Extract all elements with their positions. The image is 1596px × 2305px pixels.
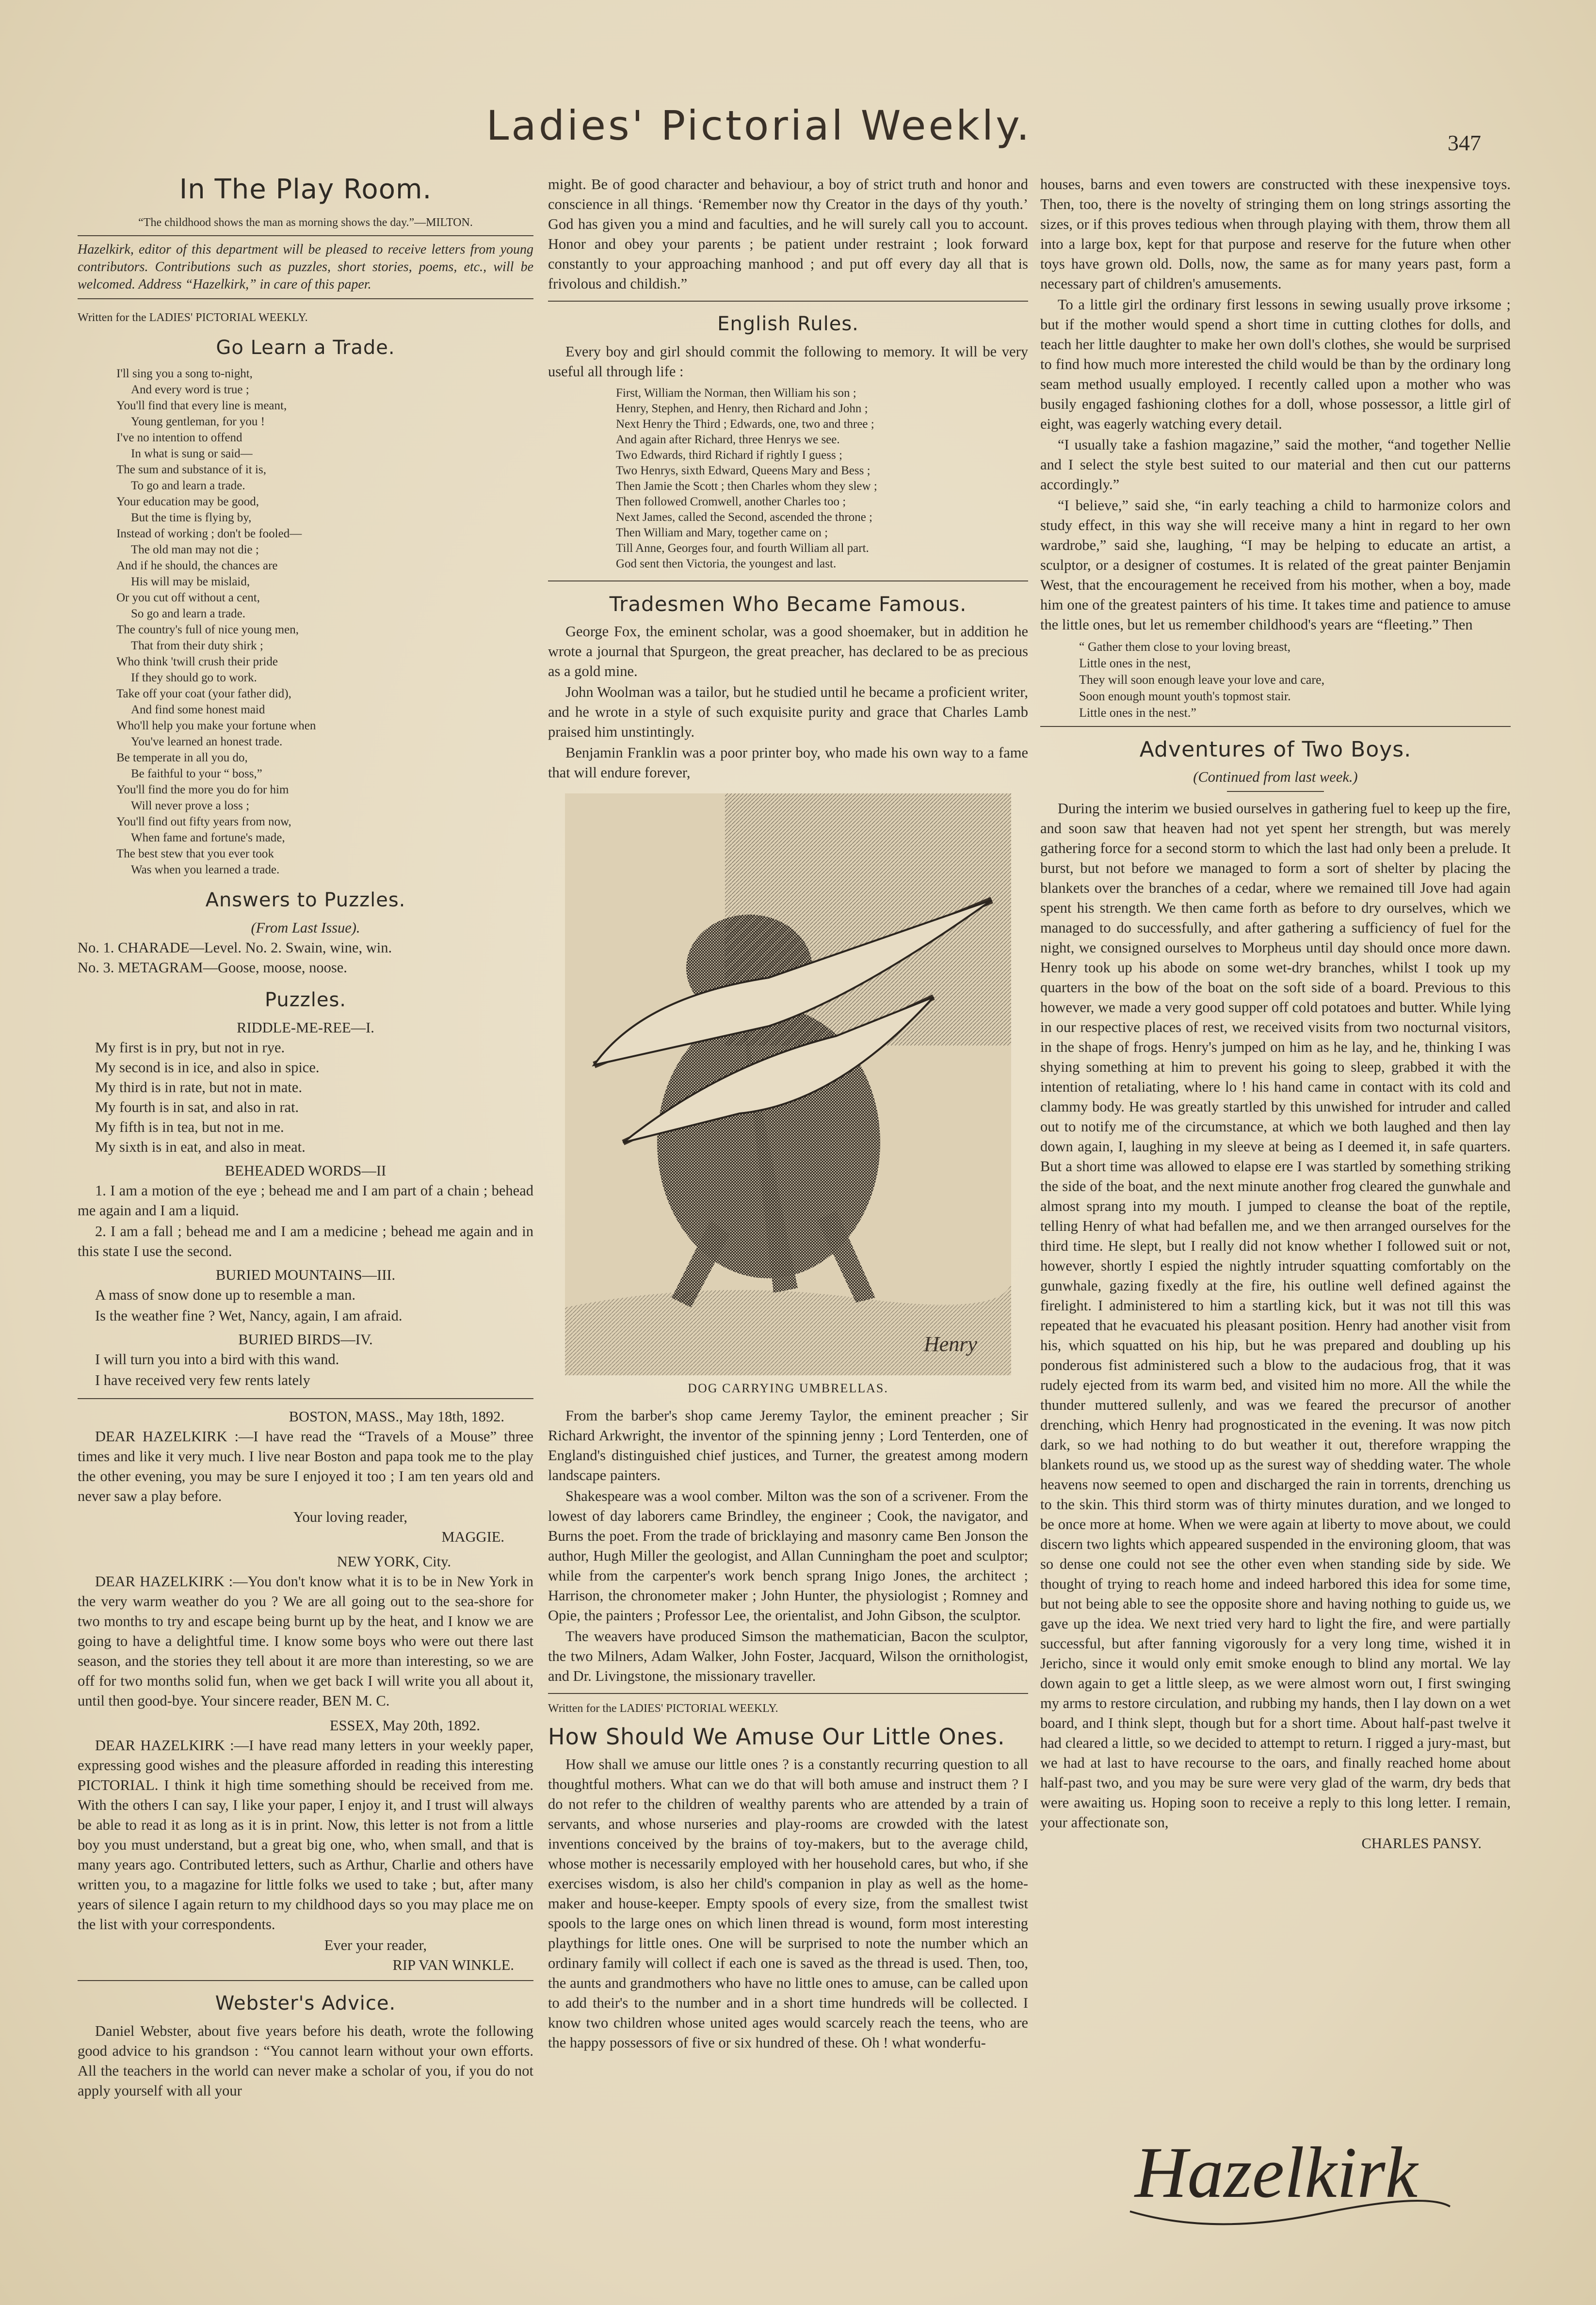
- mountains-title: BURIED MOUNTAINS—III.: [215, 1267, 396, 1283]
- trades-paragraph: The weavers have produced Simson the mathematician, Bacon the sculptor, the two Milners, Adam Walker, John Foster, Jacquard, Wilson the ornithologist, and Dr. Livingstone, the missionary traveller.: [548, 1628, 1028, 1684]
- riddle-line: My second is in ice, and also in spice.: [95, 1059, 320, 1076]
- trades-paragraph: Benjamin Franklin was a poor printer boy, who made his own way to a fame that will endure forever,: [548, 744, 1028, 781]
- poem-line: The country's full of nice young men,: [116, 623, 299, 636]
- trades-paragraph: Shakespeare was a wool comber. Milton was the son of a scrivener. From the lowest of day laborers came Brindley, the engineer ; Cook, the navigator, and Burns the poet. From the trade of bricklaying and masonry came Ben Jonson the author, Hugh Miller the geologist, and Allan Cunningham the poet and sculptor; while from the carpenter's work bench sprang Inigo Jones, the architect ; Harrison, the chronometer maker ; John Hunter, the physiologist ; Romney and Opie, the painters ; Professor Lee, the orientalist, and John Gibson, the sculptor.: [548, 1488, 1028, 1624]
- autograph-image: [1115, 2124, 1455, 2241]
- puzzle-text: A mass of snow done up to resemble a man.: [95, 1287, 356, 1303]
- kings-line: God sent then Victoria, the youngest and last.: [616, 557, 837, 570]
- divider: [78, 1398, 533, 1399]
- byline: Written for the LADIES' PICTORIAL WEEKLY.: [548, 1702, 778, 1715]
- answers-title: Answers to Puzzles.: [205, 889, 406, 911]
- byline: Written for the LADIES' PICTORIAL WEEKLY.: [78, 311, 308, 324]
- kings-line: Henry, Stephen, and Henry, then Richard and John ;: [616, 402, 868, 415]
- poem-title: Go Learn a Trade.: [216, 337, 395, 359]
- verse-line: They will soon enough leave your love and care,: [1079, 673, 1325, 687]
- puzzle-text: I have received very few rents lately: [95, 1372, 310, 1388]
- amuse-paragraph: “I believe,” said she, “in early teaching a child to harmonize colors and study effect, in this way she will receive many a hint in regard to her own wardrobe,” said she, laughing, “I may be helping to educate an artist, a sculptor, or a designer of costumes. It is related of the great painter Benjamin West, that the encouragement he received from his mother, when a boy, made him one of the greatest painters of his time. It takes time and patience to amuse the little ones, but let us remember childhood's years are “fleeting.” Then: [1040, 497, 1511, 633]
- continued-text: houses, barns and even towers are constructed with these inexpensive toys. Then, too, there is the novelty of stringing them on long strings assorting the sizes, or if this proves tedious when through playing with them, throw them all into a large box, kept for that purpose and reserve for the future when other toys have grown old. Dolls, now, the same as for many years past, form a necessary part of children's amusements.: [1040, 176, 1511, 292]
- illustration-caption: DOG CARRYING UMBRELLAS.: [688, 1381, 888, 1395]
- kings-line: And again after Richard, three Henrys we see.: [616, 433, 840, 446]
- adventures-subtitle: (Continued from last week.): [1193, 769, 1358, 785]
- kings-line: Then followed Cromwell, another Charles too ;: [616, 495, 846, 508]
- riddle-line: My fifth is in tea, but not in me.: [95, 1119, 284, 1135]
- kings-line: Two Henrys, sixth Edward, Queens Mary and Bess ;: [616, 464, 871, 477]
- poem-line: Your education may be good,: [116, 495, 259, 508]
- divider: [78, 1980, 533, 1981]
- poem-line: When fame and fortune's made,: [131, 831, 285, 844]
- divider: [78, 298, 533, 299]
- verse-line: “ Gather them close to your loving breast,: [1079, 640, 1291, 654]
- divider: [1040, 726, 1511, 727]
- puzzle-text: I will turn you into a bird with this wand.: [95, 1351, 339, 1368]
- hazelkirk-autograph: [1115, 2124, 1455, 2243]
- column-2: [548, 175, 1028, 2054]
- letter-place: ESSEX, May 20th, 1892.: [329, 1717, 480, 1734]
- poem-line: Who'll help you make your fortune when: [116, 719, 316, 732]
- letter-signature: RIP VAN WINKLE.: [392, 1957, 514, 1973]
- trades-paragraph: From the barber's shop came Jeremy Taylor, the eminent preacher ; Sir Richard Arkwright, the inventor of the spinning jenny ; Lord Tenterden, one of England's distinguished chief justices, and Turner, the greatest among modern landscape painters.: [548, 1407, 1028, 1483]
- poem-line: Was when you learned a trade.: [131, 863, 280, 876]
- divider: [78, 235, 533, 236]
- trades-paragraph: John Woolman was a tailor, but he studied until he became a proficient writer, and he wrote in a style of such exquisite purity and grace that Charles Lamb praised him unstintingly.: [548, 684, 1028, 740]
- adventures-paragraph: During the interim we busied ourselves in gathering fuel to keep up the fire, and soon saw that heaven had not yet spent her strength, but was merely gathering force for a second storm to which the last had only been a prelude. It burst, but not before we managed to form a sort of shelter by placing the blankets over the branches of a cedar, where we remained till Jove had again spent his strength. We then came forth as before to dry ourselves, which we managed to do successfully, and after gathering a sufficiency of fuel for the night, we consigned ourselves to Morpheus until day should once more dawn. Henry took up his abode on some wet-dry branches, whilst I took up my quarters in the bow of the boat on the soft side of a board. Previous to this however, we made a very good supper off cold potatoes and butter. While lying in our respective places of rest, we received visits from two nocturnal visitors, in the shape of frogs. Henry's jumped on him as he lay, and he, thinking I was shying something at him to prevent his going to sleep, grabbed it with the intention of retaliating, where lo ! his hand came in contact with its cold and clammy body. He was greatly startled by this unwished for intruder and called out to notify me of the circumstance, at which we both laughed and then lay down again, I, laughing in my sleeve at being as I deemed it, in safe quarters. But a short time was allowed to elapse ere I was startled by something striking the side of the boat, and the next minute another frog cleared the gunwhale and almost sprang into my mouth. I jumped to cleanse the boat of the reptile, telling Henry of what had befallen me, and we then arranged ourselves for the third time. He slept, but I really did not know whether I followed suit or not, however, shortly I espied the nightly intruder squatting comfortably on the gunwhale, gazing fixedly at the fire, his outline well defined against the firelight. I administered to him a startling kick, but it was not till this was repeated that he evacuated his pleasant position. Henry had another visit from his, which squatted on his hip, but he was prepared and doubling up his ponderous fist administered such a blow to the audacious frog, that it was rudely ejected from its warm bed, and visited him no more. All the while the thunder muttered sullenly, and was we feared the precursor of another drenching, which Henry had prognosticated in the evening. It was now pitch dark, so we had nothing to do but weather it out, therefore wrapping the blankets round us, we stood up as the surest way of shedding water. The whole heavens now seemed to open and discharged the rain in torrents, drenching us to the skin. This third storm was of thirty minutes duration, and we longed to be once more at home. When we were again at liberty to move about, we could discern two lights which appeared suspended in the environing gloom, that was so dense one could not see the other even when standing side by side. We thought of trying to reach home and indeed harbored this idea for some time, but not being able to see the opposite shore and having nothing to guide us, we gave up the idea. We next tried very hard to light the fire, and were partially successful, but after fanning vigorously for a very long time, wished it in Jericho, since it would only emit smoke enough to blind any mortal. We lay down again to get a little sleep, as we were almost worn out, I first swinging my arms to restore circulation, and rubbing my hands, then I lay down on a wet board, and I think slept, though but for a short time. About half-past twelve it had cleared a little, so we decided to attempt to return. I rigged a jury-mast, but we had at last to have recourse to the oars, and finally reached home about half-past two, and you may be sure were very glad of the warm, dry beds that were awaiting us. Hoping soon to receive a reply to this long letter. I remain, your affectionate son,: [1040, 800, 1511, 1831]
- trades-title: Tradesmen Who Became Famous.: [609, 592, 967, 616]
- poem-line: That from their duty shirk ;: [131, 639, 263, 652]
- kings-line: Then Jamie the Scott ; then Charles whom they slew ;: [616, 480, 877, 493]
- poem-line: And find some honest maid: [131, 703, 265, 716]
- letter-signature: MAGGIE.: [441, 1529, 504, 1545]
- poem-line: The old man may not die ;: [131, 543, 259, 556]
- verse-line: Little ones in the nest,: [1079, 656, 1191, 670]
- english-title: English Rules.: [717, 313, 859, 335]
- puzzle-text: Is the weather fine ? Wet, Nancy, again, I am afraid.: [95, 1307, 403, 1324]
- divider: [548, 301, 1028, 302]
- letter-body: DEAR HAZELKIRK :—I have read many letters in your weekly paper, expressing good wishes and the pleasure afforded in reading this interesting PICTORIAL. I think it high time something should be received from me. With the others I can say, I like your paper, I enjoy it, and I trust will always be able to read it as long as it is in print. Now, this letter is not from a little boy you must understand, but a great big one, who, when small, and that is many years ago. Contributed letters, such as Arthur, Charlie and others have written you, to a magazine for little folks we used to take ; but, after many years of silence I again return to my childhood days so you may place me on the list with your correspondents.: [78, 1737, 533, 1933]
- trades-paragraph: George Fox, the eminent scholar, was a good shoemaker, but in addition he wrote a journal that Spurgeon, the great preacher, has declared to be as precious as a gold mine.: [548, 623, 1028, 679]
- poem-line: Young gentleman, for you !: [131, 415, 265, 428]
- engraving-image: [565, 793, 1011, 1375]
- answer-line: No. 1. CHARADE—Level. No. 2. Swain, wine, win.: [78, 939, 392, 956]
- engraver-signature: Henry: [924, 1332, 977, 1356]
- poem: [116, 366, 533, 878]
- puzzles-title: Puzzles.: [264, 989, 347, 1011]
- birds-title: BURIED BIRDS—IV.: [238, 1331, 373, 1348]
- poem-line: The best stew that you ever took: [116, 847, 274, 860]
- section-title: In The Play Room.: [179, 174, 432, 205]
- letter-place: NEW YORK, City.: [337, 1553, 451, 1570]
- epigraph: “The childhood shows the man as morning shows the day.”—MILTON.: [138, 216, 473, 229]
- editor-note: Hazelkirk, editor of this department will be pleased to receive letters from young contributors. Contributions such as puzzles, short stories, poems, etc., will be welcomed. Address “Hazelkirk,” in care of this paper.: [78, 242, 533, 292]
- poem-line: Who think 'twill crush their pride: [116, 655, 278, 668]
- poem-line: I've no intention to offend: [116, 431, 242, 444]
- poem-line: His will may be mislaid,: [131, 575, 250, 588]
- kings-line: Two Edwards, third Richard if rightly I guess ;: [616, 449, 842, 462]
- divider: [548, 1693, 1028, 1694]
- poem-line: In what is sung or said—: [131, 447, 253, 460]
- riddle-line: My fourth is in sat, and also in rat.: [95, 1099, 299, 1115]
- column-1: [78, 175, 533, 2102]
- puzzle-text: 2. I am a fall ; behead me and I am a medicine ; behead me again and in this state I use the second.: [78, 1223, 533, 1259]
- poem-line: Be faithful to your “ boss,”: [131, 767, 262, 780]
- poem-line: You'll find out fifty years from now,: [116, 815, 291, 828]
- letter-closing: Your loving reader,: [293, 1509, 407, 1525]
- letter-body: DEAR HAZELKIRK :—You don't know what it is to be in New York in the very warm weather do you ? We are all going out to the sea-shore for two months to try and escape being burnt up by the heat, and I know we are going to have a delightful time. I know some boys who were out there last season, and the stories they tell about it are more than interesting, so we are off for two months solid fun, when we get back I will write you all about it, until then good-bye. Your sincere reader, BEN M. C.: [78, 1573, 533, 1709]
- continued-text: might. Be of good character and behaviour, a boy of strict truth and honor and conscience in all things. ‘Remember now thy Creator in the days of thy youth.’ God has given you a mind and faculties, and he will surely call you to account. Honor and obey your parents ; be patient under restraint ; look forward constantly to your approaching manhood ; and put off every day all that is frivolous and childish.”: [548, 176, 1028, 292]
- puzzle-text: 1. I am a motion of the eye ; behead me and I am part of a chain ; behead me again and I am a liquid.: [78, 1182, 533, 1219]
- kings-line: Then William and Mary, together came on ;: [616, 526, 828, 539]
- kings-line: First, William the Norman, then William his son ;: [616, 387, 856, 400]
- riddle-line: My sixth is in eat, and also in meat.: [95, 1139, 306, 1155]
- amuse-paragraph: How shall we amuse our little ones ? is a constantly recurring question to all thoughtful mothers. What can we do that will both amuse and instruct them ? I do not refer to the children of wealthy parents who are attended by a train of servants, and whose nurseries and play-rooms are crowded with the latest inventions conceived by the brains of toy-makers, but to the average child, whose mother is necessarily employed with her household cares, but who, if she exercises wisdom, is also her child's companion in play as well as the home-maker and house-keeper. Empty spools of every size, from the smallest twist spools to the large ones on which linen thread is wound, form most interesting playthings for little ones. One will be surprised to note the number which an ordinary family will collect if each one is saved as the thread is used. Then, too, the aunts and grandmothers who have no little ones to amuse, can be called upon to add their's to the number and in a short time hundreds will be collected. I know two children whose united ages would scarcely reach the teens, who are the happy possessors of five or six hundred of these. Oh ! what wonderfu-: [548, 1756, 1028, 2051]
- verse-line: Little ones in the nest.”: [1079, 706, 1196, 720]
- riddle-line: My third is in rate, but not in mate.: [95, 1079, 302, 1096]
- masthead: Ladies' Pictorial Weekly.: [486, 102, 1032, 149]
- poem-line: Instead of working ; don't be fooled—: [116, 527, 302, 540]
- amuse-title: How Should We Amuse Our Little Ones.: [548, 1724, 1005, 1750]
- letter-place: BOSTON, MASS., May 18th, 1892.: [289, 1408, 504, 1425]
- poem-line: Take off your coat (your father did),: [116, 687, 291, 700]
- amuse-paragraph: To a little girl the ordinary first lessons in sewing usually prove irksome ; but if the mother would spend a short time in cutting clothes for dolls, and teach her little daughter to make her own doll's clothes, she would be surprised to find how much more interested the child would be than by the ordinary long seam method usually employed. I recently called upon a mother who was busily engaged fashioning clothes for a doll, whose possessor, a little girl of eight, was eagerly watching every detail.: [1040, 296, 1511, 432]
- poem-line: You'll find the more you do for him: [116, 783, 289, 796]
- poem-line: Will never prove a loss ;: [131, 799, 250, 812]
- poem-line: The sum and substance of it is,: [116, 463, 266, 476]
- letter-body: DEAR HAZELKIRK :—I have read the “Travels of a Mouse” three times and like it very much. I live near Boston and papa took me to the play the other evening, you may be sure I enjoyed it too ; I am ten years old and never saw a play before.: [78, 1428, 533, 1504]
- riddle-title: RIDDLE-ME-REE—I.: [237, 1019, 374, 1036]
- answer-line: No. 3. METAGRAM—Goose, moose, noose.: [78, 959, 347, 976]
- poem-line: Or you cut off without a cent,: [116, 591, 260, 604]
- english-intro: Every boy and girl should commit the following to memory. It will be very useful all through life :: [548, 343, 1028, 380]
- kings-line: Next Henry the Third ; Edwards, one, two and three ;: [616, 418, 874, 431]
- amuse-paragraph: “I usually take a fashion magazine,” said the mother, “and together Nellie and I select the style best suited to our material and then cut our patterns accordingly.”: [1040, 436, 1511, 493]
- poem-line: But the time is flying by,: [131, 511, 252, 524]
- poem-line: So go and learn a trade.: [131, 607, 246, 620]
- adventures-title: Adventures of Two Boys.: [1139, 737, 1412, 762]
- kings-verse: [616, 386, 1028, 572]
- poem-line: I'll sing you a song to-night,: [116, 367, 253, 380]
- divider: [548, 580, 1028, 581]
- nest-verse: [1079, 639, 1511, 721]
- page-number: 347: [1448, 130, 1481, 155]
- poem-line: You've learned an honest trade.: [131, 735, 283, 748]
- adventures-signature: CHARLES PANSY.: [1361, 1835, 1482, 1852]
- poem-line: And every word is true ;: [131, 383, 249, 396]
- poem-line: To go and learn a trade.: [131, 479, 245, 492]
- dog-umbrella-illustration: [565, 793, 1011, 1375]
- riddle-line: My first is in pry, but not in rye.: [95, 1039, 285, 1056]
- webster-text: Daniel Webster, about five years before his death, wrote the following good advice to his grandson : “You cannot learn without your own efforts. All the teachers in the world can never make a scholar of you, if you do not apply yourself with all your: [78, 2023, 533, 2099]
- poem-line: You'll find that every line is meant,: [116, 399, 287, 412]
- poem-line: And if he should, the chances are: [116, 559, 278, 572]
- kings-line: Next James, called the Second, ascended the throne ;: [616, 511, 872, 524]
- beheaded-title: BEHEADED WORDS—II: [225, 1162, 387, 1179]
- poem-line: If they should go to work.: [131, 671, 257, 684]
- autograph-text: Hazelkirk: [1135, 2132, 1418, 2213]
- webster-title: Webster's Advice.: [215, 1992, 396, 2015]
- answers-subtitle: (From Last Issue).: [251, 919, 360, 936]
- column-3: [1040, 175, 1511, 1854]
- verse-line: Soon enough mount youth's topmost stair.: [1079, 689, 1291, 703]
- kings-line: Till Anne, Georges four, and fourth William all part.: [616, 542, 869, 555]
- divider: [1227, 791, 1324, 792]
- poem-line: Be temperate in all you do,: [116, 751, 248, 764]
- letter-closing: Ever your reader,: [324, 1937, 427, 1953]
